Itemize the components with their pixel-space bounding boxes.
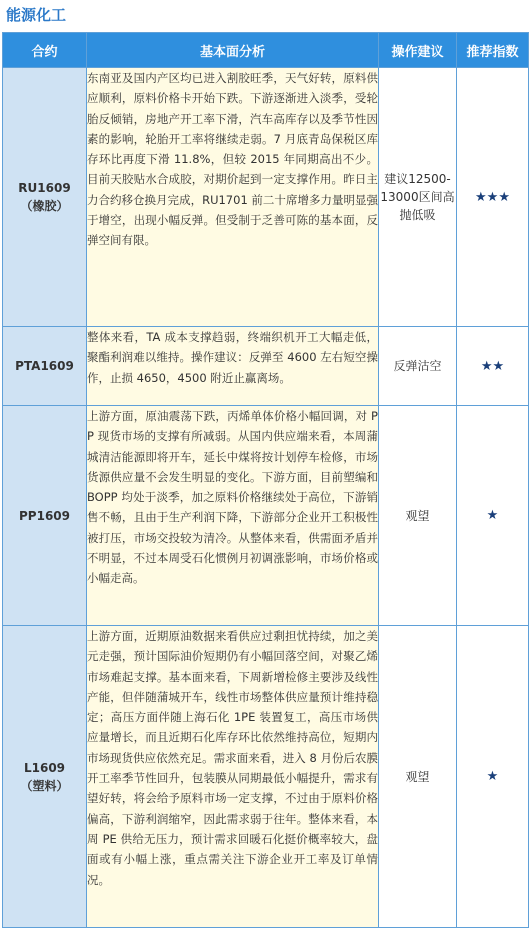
advice-cell: 观望 — [379, 626, 457, 928]
table-row — [3, 406, 529, 626]
contract-name: （塑料） — [20, 778, 69, 793]
analysis-cell: 整体来看，TA 成本支撑趋弱，终端织机开工大幅走低，聚酯利润难以维持。操作建议：反弹至 4600 左右短空操作，止损 4650，4500 附近止赢离场。 — [87, 327, 379, 406]
header-advice: 操作建议 — [379, 33, 457, 68]
contract-code: L1609 — [23, 760, 66, 775]
contract-code: PTA1609 — [15, 359, 74, 373]
rating-stars: ★★★ — [457, 68, 529, 327]
advice-cell: 观望 — [379, 406, 457, 626]
section-title: 能源化工 — [6, 6, 67, 24]
advice-cell: 建议12500-13000区间高抛低吸 — [379, 68, 457, 327]
contract-cell — [3, 626, 87, 928]
rating-stars: ★ — [457, 626, 529, 928]
contract-code: PP1609 — [19, 508, 70, 523]
table-row — [3, 626, 529, 928]
header-rating: 推荐指数 — [457, 33, 529, 68]
rating-stars: ★ — [457, 406, 529, 626]
contract-code: RU1609 — [18, 181, 71, 195]
analysis-cell: 上游方面，近期原油数据来看供应过剩担忧持续，加之美元走强，预计国际油价短期仍有小幅回落空间，对聚乙烯市场难起支撑。基本面来看，下周新增检修主要涉及线性产能，但伴随蒲城开车，线性市场整体供应量预计维持稳定；高压方面伴随上海石化 1PE 装置复工，高压市场供应量增长，而且近期石化库存环比依然维持高位，短期内市场现货供应依然充足。需求面来看，进入 8 月份后农膜开工率季节性回升，包装膜从同期最低小幅提升，需求有望好转，将会给予原料市场一定支撑，不过由于原料价格偏高，下游利润缩窄，因此需求弱于往年。整体来看，本周 PE 供给无压力，预计需求回暖石化挺价概率较大，盘面或有小幅上涨，重点需关注下游企业开工率及订单情况。 — [87, 626, 379, 928]
analysis-cell: 东南亚及国内产区均已进入割胶旺季，天气好转，原料供应顺利，原料价格卡开始下跌。下游逐渐进入淡季，受轮胎反倾销，房地产开工率下滑，汽车高库存以及季节性因素的影响，轮胎开工率将继续走弱。7 月底青岛保税区库存环比再度下滑 11.8%，但较 2015 年同期高出不少。目前天胶贴水合成胶，对期价起到一定支撑作用。昨日主力合约移仓换月完成，RU1701 前二十席增多力量明显强于增空，出现小幅反弹。但受制于乏善可陈的基本面，反弹空间有限。 — [87, 68, 379, 327]
contract-name: （橡胶） — [20, 199, 69, 213]
header-analysis: 基本面分析 — [87, 33, 379, 68]
table-row — [3, 68, 529, 327]
advice-cell: 反弹沽空 — [379, 327, 457, 406]
contract-cell — [3, 68, 87, 327]
table-row — [3, 327, 529, 406]
header-contract: 合约 — [3, 33, 87, 68]
table-header-row — [3, 33, 529, 68]
rating-stars: ★★ — [457, 327, 529, 406]
recommendation-table — [2, 32, 529, 928]
analysis-cell: 上游方面，原油震荡下跌，丙烯单体价格小幅回调，对 PP 现货市场的支撑有所减弱。从国内供应端来看，本周蒲城清洁能源即将开车，延长中煤将按计划停车检修，市场货源供应量不会发生明显的变化。下游方面，目前塑编和 BOPP 均处于淡季，加之原料价格继续处于高位，下游销售不畅，且由于生产利润下降，下游部分企业开工积极性被打压，市场交投较为清冷。从整体来看，供需面矛盾并不明显，不过本周受石化惯例月初调涨影响，市场价格或小幅走高。 — [87, 406, 379, 626]
contract-cell — [3, 406, 87, 626]
contract-cell — [3, 327, 87, 406]
